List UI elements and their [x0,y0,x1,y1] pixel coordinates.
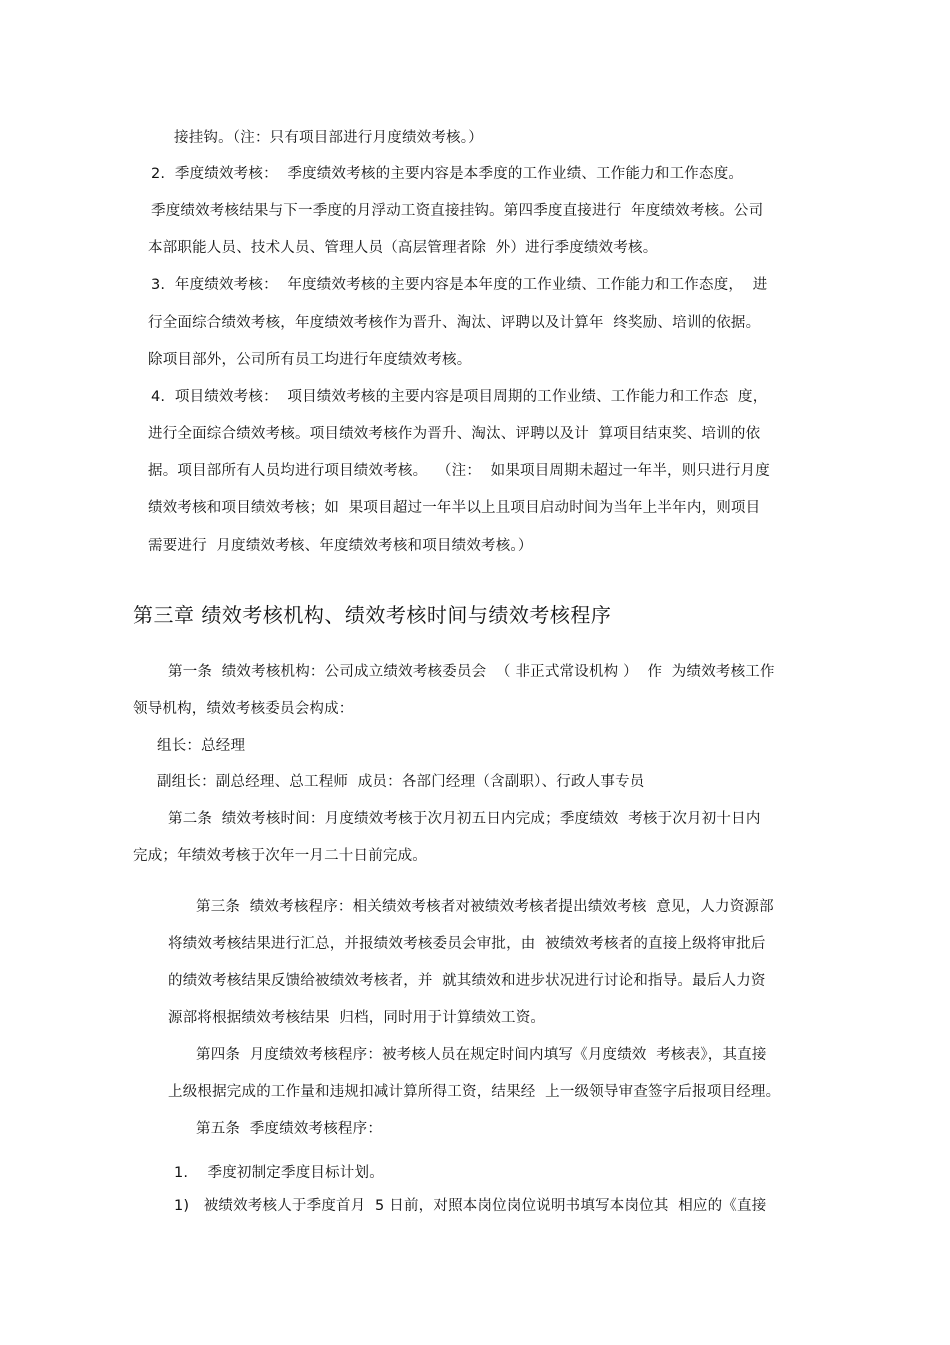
list-item-1: 1. 季度初制定季度目标计划。 [174,1165,384,1181]
article-3: 第三条 绩效考核程序：相关绩效考核者对被绩效考核者提出绩效考核 意见，人力资源部 [196,899,774,915]
text-line: 行全面综合绩效考核，年度绩效考核作为晋升、淘汰、评聘以及计算年 终奖励、培训的依据。 [148,315,761,331]
list-number: 1) [174,1198,190,1214]
text-line: 除项目部外，公司所有员工均进行年度绩效考核。 [148,352,472,368]
chapter-heading: 第三章 绩效考核机构、绩效考核时间与绩效考核程序 [133,603,612,627]
text-line: 源部将根据绩效考核结果 归档，同时用于计算绩效工资。 [168,1010,546,1026]
article-1: 第一条 绩效考核机构：公司成立绩效考核委员会 （ 非正式常设机构 ） 作 为绩效考核工作 [168,664,775,680]
text-line: 接挂钩。（注：只有项目部进行月度绩效考核。） [174,130,483,146]
list-item-1a: 1) 被绩效考核人于季度首月 5 日前，对照本岗位岗位说明书填写本岗位其 相应的《直接 [174,1198,767,1214]
text-line: 组长：总经理 [157,738,246,754]
article-4: 第四条 月度绩效考核程序：被考核人员在规定时间内填写《月度绩效 考核表》，其直接 [196,1047,767,1063]
article-5: 第五条 季度绩效考核程序： [196,1121,383,1137]
list-item-4: 4. 项目绩效考核： 项目绩效考核的主要内容是项目周期的工作业绩、工作能力和工作态 度， [151,389,768,405]
list-item-3: 3. 年度绩效考核： 年度绩效考核的主要内容是本年度的工作业绩、工作能力和工作态度， 进 [151,277,768,293]
text-line: 上级根据完成的工作量和违规扣减计算所得工资，结果经 上一级领导审查签字后报项目经理。 [168,1084,781,1100]
text-line: 副组长：副总经理、总工程师 成员：各部门经理（含副职）、行政人事专员 [157,774,645,790]
list-number: 2. [151,166,166,182]
list-number: 3. [151,277,166,293]
text-line: 本部职能人员、技术人员、管理人员（高层管理者除 外）进行季度绩效考核。 [148,240,658,256]
text-line: 完成；年绩效考核于次年一月二十日前完成。 [133,848,427,864]
text-line: 进行全面综合绩效考核。项目绩效考核作为晋升、淘汰、评聘以及计 算项目结束奖、培训的依 [148,426,761,442]
text-line: 绩效考核和项目绩效考核；如 果项目超过一年半以上且项目启动时间为当年上半年内，则项目 [148,500,761,516]
text-line: 的绩效考核结果反馈给被绩效考核者，并 就其绩效和进步状况进行讨论和指导。最后人力资 [168,973,766,989]
text-line: 领导机构，绩效考核委员会构成： [133,701,354,717]
text-line: 据。项目部所有人员均进行项目绩效考核。 （注： 如果项目周期未超过一年半，则只进行月度 [148,463,770,479]
list-item-2: 2. 季度绩效考核： 季度绩效考核的主要内容是本季度的工作业绩、工作能力和工作态度。 [151,166,744,182]
text-line: 将绩效考核结果进行汇总，并报绩效考核委员会审批，由 被绩效考核者的直接上级将审批后 [168,936,766,952]
list-number: 1. [174,1165,189,1181]
text-line: 需要进行 月度绩效考核、年度绩效考核和项目绩效考核。） [148,538,533,554]
article-2: 第二条 绩效考核时间：月度绩效考核于次月初五日内完成；季度绩效 考核于次月初十日内 [168,811,761,827]
text-line: 季度绩效考核结果与下一季度的月浮动工资直接挂钩。第四季度直接进行 年度绩效考核。公司 [151,203,764,219]
list-number: 4. [151,389,166,405]
